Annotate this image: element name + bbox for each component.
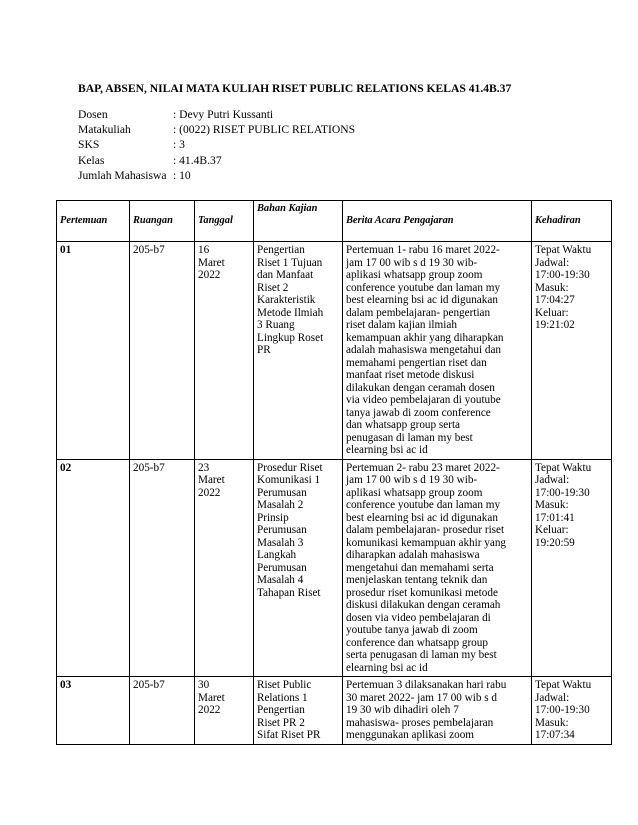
cell-tanggal: 16 Maret 2022 — [195, 242, 254, 460]
meta-label: Jumlah Mahasiswa — [78, 168, 167, 182]
course-info — [78, 107, 355, 183]
header-ruangan: Ruangan — [130, 201, 195, 242]
meta-label: Kelas — [78, 153, 105, 167]
meta-label: Dosen — [78, 108, 108, 121]
cell-pertemuan: 01 — [57, 242, 130, 460]
cell-ruangan: 205-b7 — [130, 459, 195, 677]
meta-label: SKS — [78, 138, 100, 152]
meta-value: : 10 — [173, 168, 191, 182]
header-kehadiran: Kehadiran — [532, 201, 612, 242]
meta-value: : 3 — [173, 138, 185, 152]
meta-row-kelas — [78, 153, 355, 168]
meta-label: Matakuliah — [78, 123, 131, 137]
meta-value: : (0022) RISET PUBLIC RELATIONS — [173, 123, 356, 137]
document-title: BAP, ABSEN, NILAI MATA KULIAH RISET PUBLIC RELATIONS KELAS 41.4B.37 — [78, 82, 512, 95]
cell-kehadiran: Tepat Waktu Jadwal: 17:00-19:30 Masuk: 17:07:34 — [532, 677, 612, 745]
table-header-row — [57, 201, 612, 242]
header-tanggal: Tanggal — [195, 201, 254, 242]
meta-row-dosen — [78, 107, 355, 122]
cell-berita-acara: Pertemuan 1- rabu 16 maret 2022- jam 17 00 wib s d 19 30 wib- aplikasi whatsapp group zoom conference youtube dan laman my best elearning bsi ac id digunakan dalam pembelajaran- pengertian riset dalam kajian ilmiah kemampuan akhir yang diharapkan adalah mahasiswa mengetahui dan memahami pengertian riset dan manfaat riset metode diskusi dilakukan dengan ceramah dosen via video pembelajaran di youtube tanya jawab di zoom conference dan whatsapp group serta penugasan di laman my best elearning bsi ac id — [343, 242, 532, 460]
attendance-table — [56, 200, 612, 745]
cell-kehadiran: Tepat Waktu Jadwal: 17:00-19:30 Masuk: 17:04:27 Keluar: 19:21:02 — [532, 242, 612, 460]
header-bahan-kajian: Bahan Kajian — [254, 201, 343, 242]
header-berita-acara: Berita Acara Pengajaran — [343, 201, 532, 242]
cell-ruangan: 205-b7 — [130, 242, 195, 460]
cell-ruangan: 205-b7 — [130, 677, 195, 745]
cell-tanggal: 30 Maret 2022 — [195, 677, 254, 745]
cell-bahan-kajian: Pengertian Riset 1 Tujuan dan Manfaat Riset 2 Karakteristik Metode Ilmiah 3 Ruang Lingkup Roset PR — [254, 242, 343, 460]
cell-bahan-kajian: Riset Public Relations 1 Pengertian Riset PR 2 Sifat Riset PR — [254, 677, 343, 745]
cell-tanggal: 23 Maret 2022 — [195, 459, 254, 677]
cell-pertemuan: 02 — [57, 459, 130, 677]
meta-value: : Devy Putri Kussanti — [173, 108, 274, 121]
meta-row-jumlah-mahasiswa — [78, 168, 355, 183]
table-row — [57, 459, 612, 677]
cell-berita-acara: Pertemuan 2- rabu 23 maret 2022- jam 17 00 wib s d 19 30 wib- aplikasi whatsapp group zoom conference youtube dan laman my best elearning bsi ac id digunakan dalam pembelajaran- prosedur riset komunikasi kemampuan akhir yang diharapkan adalah mahasiswa mengetahui dan memahami serta menjelaskan tentang teknik dan prosedur riset komunikasi metode diskusi dilakukan dengan ceramah dosen via video pembelajaran di youtube tanya jawab di zoom conference dan whatsapp group serta penugasan di laman my best elearning bsi ac id — [343, 459, 532, 677]
cell-bahan-kajian: Prosedur Riset Komunikasi 1 Perumusan Masalah 2 Prinsip Perumusan Masalah 3 Langkah Perumusan Masalah 4 Tahapan Riset — [254, 459, 343, 677]
table-row — [57, 677, 612, 745]
cell-pertemuan: 03 — [57, 677, 130, 745]
table-row — [57, 242, 612, 460]
cell-kehadiran: Tepat Waktu Jadwal: 17:00-19:30 Masuk: 17:01:41 Keluar: 19:20:59 — [532, 459, 612, 677]
meta-value: : 41.4B.37 — [173, 153, 222, 167]
cell-berita-acara: Pertemuan 3 dilaksanakan hari rabu 30 maret 2022- jam 17 00 wib s d 19 30 wib dihadiri oleh 7 mahasiswa- proses pembelajaran menggunakan aplikasi zoom — [343, 677, 532, 745]
meta-row-matakuliah — [78, 122, 355, 137]
header-pertemuan: Pertemuan — [57, 201, 130, 242]
meta-row-sks — [78, 137, 355, 152]
